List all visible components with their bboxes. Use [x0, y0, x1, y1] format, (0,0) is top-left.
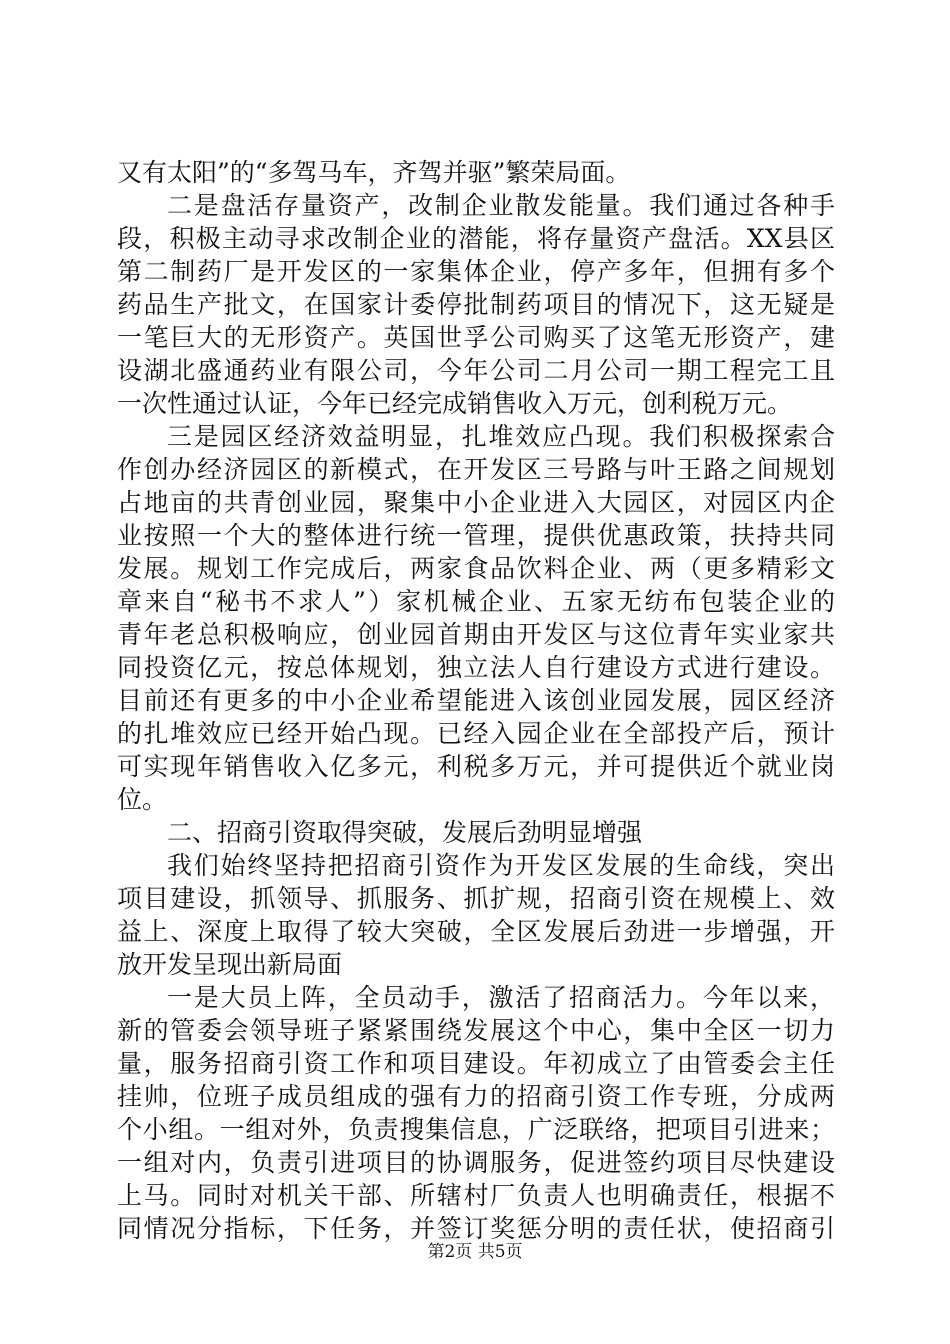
- text-line: 又有太阳”的“多驾马车，齐驾并驱”繁荣局面。: [117, 158, 631, 187]
- text-line: 一是大员上阵，全员动手，激活了招商活力。今年以来，: [167, 983, 835, 1012]
- text-line: 业按照一个大的整体进行统一管理，提供优惠政策，扶持共同: [117, 521, 835, 550]
- text-line: 目前还有更多的中小企业希望能进入该创业园发展，园区经济: [117, 686, 835, 715]
- text-line: 设湖北盛通药业有限公司，今年公司二月公司一期工程完工且: [117, 356, 835, 385]
- text-line: 新的管委会领导班子紧紧围绕发展这个中心，集中全区一切力: [117, 1016, 835, 1045]
- text-line: 二是盘活存量资产，改制企业散发能量。我们通过各种手: [167, 191, 835, 220]
- text-line: 的扎堆效应已经开始凸现。已经入园企业在全部投产后，预计: [117, 719, 835, 748]
- text-line: 位。: [117, 785, 168, 814]
- text-line: 发展。规划工作完成后，两家食品饮料企业、两（更多精彩文: [117, 554, 835, 583]
- text-line: 一笔巨大的无形资产。英国世孚公司购买了这笔无形资产，建: [117, 323, 835, 352]
- text-line: 三是园区经济效益明显，扎堆效应凸现。我们积极探索合: [167, 422, 835, 451]
- text-line: 我们始终坚持把招商引资作为开发区发展的生命线，突出: [167, 851, 835, 880]
- text-line: 青年老总积极响应，创业园首期由开发区与这位青年实业家共: [117, 620, 835, 649]
- text-line: 第二制药厂是开发区的一家集体企业，停产多年，但拥有多个: [117, 257, 835, 286]
- text-line: 同情况分指标，下任务，并签订奖惩分明的责任状，使招商引: [117, 1214, 835, 1243]
- page-number-footer: 第2页 共5页: [427, 1242, 523, 1262]
- text-line: 项目建设，抓领导、抓服务、抓扩规，招商引资在规模上、效: [117, 884, 835, 913]
- text-line: 个小组。一组对外，负责搜集信息，广泛联络，把项目引进来；: [117, 1115, 835, 1144]
- text-line: 一次性通过认证，今年已经完成销售收入万元，创利税万元。: [117, 389, 793, 418]
- text-line: 挂帅，位班子成员组成的强有力的招商引资工作专班，分成两: [117, 1082, 835, 1111]
- text-line: 上马。同时对机关干部、所辖村厂负责人也明确责任，根据不: [117, 1181, 835, 1210]
- text-line: 作创办经济园区的新模式，在开发区三号路与叶王路之间规划: [117, 455, 835, 484]
- document-body: [117, 156, 835, 1245]
- text-line: 占地亩的共青创业园，聚集中小企业进入大园区，对园区内企: [117, 488, 835, 517]
- text-line: 同投资亿元，按总体规划，独立法人自行建设方式进行建设。: [117, 653, 835, 682]
- text-line: 章来自“秘书不求人”）家机械企业、五家无纺布包装企业的: [117, 587, 835, 616]
- text-line: 放开发呈现出新局面: [117, 950, 343, 979]
- text-line: 二、招商引资取得突破，发展后劲明显增强: [167, 818, 643, 847]
- text-line: 益上、深度上取得了较大突破，全区发展后劲进一步增强，开: [117, 917, 835, 946]
- text-line: 段，积极主动寻求改制企业的潜能，将存量资产盘活。XX县区: [117, 224, 835, 253]
- text-line: 一组对内，负责引进项目的协调服务，促进签约项目尽快建设: [117, 1148, 835, 1177]
- text-line: 药品生产批文，在国家计委停批制药项目的情况下，这无疑是: [117, 290, 835, 319]
- text-line: 可实现年销售收入亿多元，利税多万元，并可提供近个就业岗: [117, 752, 835, 781]
- text-line: 量，服务招商引资工作和项目建设。年初成立了由管委会主任: [117, 1049, 835, 1078]
